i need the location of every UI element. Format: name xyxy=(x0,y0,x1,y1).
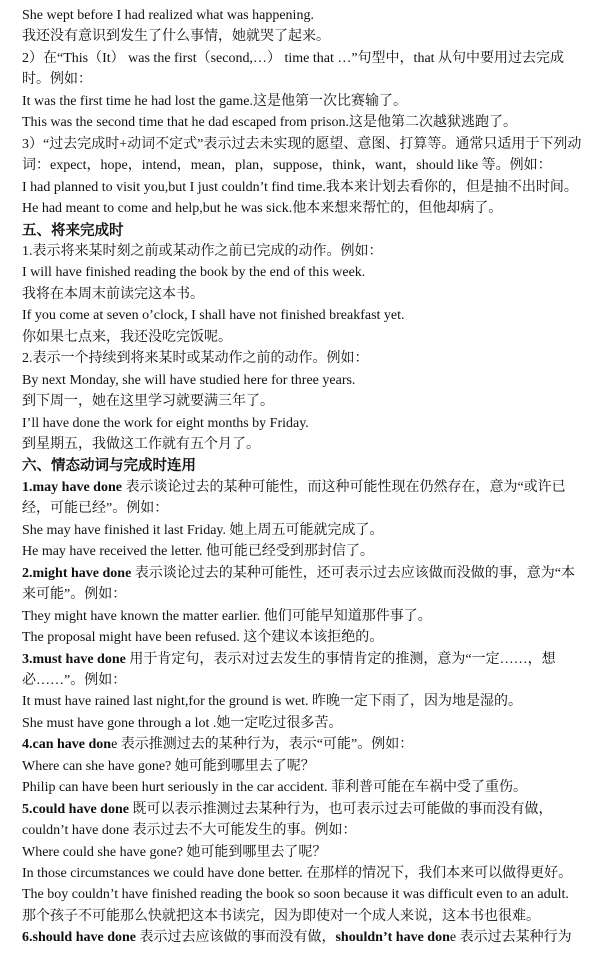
bold-term: 2.might have done xyxy=(22,565,132,581)
line-text: I had planned to visit you,but I just couldn’t find time.我本来计划去看你的，但是抽不出时间。 xyxy=(22,179,578,195)
text-line xyxy=(22,392,602,412)
line-text: 来可能”。例如： xyxy=(22,587,127,603)
text-line xyxy=(22,757,602,777)
text-line xyxy=(22,6,602,26)
line-text: 词：expect，hope，intend，mean，plan，suppose，think，want，should like 等。例如： xyxy=(22,158,552,174)
text-line xyxy=(22,843,602,863)
line-text: This was the second time that he dad escaped from prison.这是他第二次越狱逃跑了。 xyxy=(22,115,517,131)
text-line xyxy=(22,521,602,541)
text-line xyxy=(22,306,602,326)
section-heading xyxy=(22,221,602,241)
line-text: e 表示过去某种行为 xyxy=(449,930,572,946)
line-text: By next Monday, she will have studied here for three years. xyxy=(22,372,356,388)
line-text: 到下周一，她在这里学习就要满三年了。 xyxy=(22,394,274,410)
text-line xyxy=(22,27,602,47)
line-text: 经，可能已经”。例如： xyxy=(22,501,169,517)
bold-term: 6.should have done xyxy=(22,930,136,946)
line-text: 2.表示一个持续到将来某时或某动作之前的动作。例如： xyxy=(22,351,369,367)
line-text: Philip can have been hurt seriously in the car accident. 菲利普可能在车祸中受了重伤。 xyxy=(22,780,528,796)
text-line xyxy=(22,92,602,112)
line-text: 既可以表示推测过去某种行为，也可表示过去可能做的事而没有做， xyxy=(128,801,553,817)
text-line xyxy=(22,885,602,905)
text-line xyxy=(22,650,602,670)
line-text: 必……”。例如： xyxy=(22,672,127,688)
text-line xyxy=(22,113,602,133)
text-line xyxy=(22,564,602,584)
line-text: It was the first time he had lost the game.这是他第一次比赛输了。 xyxy=(22,93,407,109)
line-text: 六、情态动词与完成时连用 xyxy=(22,458,196,475)
line-text: 你如果七点来，我还没吃完饭呢。 xyxy=(22,329,232,345)
line-text: 1.表示将来某时刻之前或某动作之前已完成的动作。例如： xyxy=(22,243,383,259)
text-line xyxy=(22,671,602,691)
line-text: 时。例如： xyxy=(22,72,92,88)
bold-term: 5.could have done xyxy=(22,801,129,817)
text-line xyxy=(22,907,602,927)
line-text: 五、将来完成时 xyxy=(22,222,124,239)
line-text: If you come at seven o’clock, I shall have not finished breakfast yet. xyxy=(22,308,405,324)
bold-term: shouldn’t have don xyxy=(335,930,450,946)
text-line xyxy=(22,70,602,90)
text-line xyxy=(22,242,602,262)
text-line xyxy=(22,328,602,348)
text-line xyxy=(22,864,602,884)
text-line xyxy=(22,435,602,455)
line-text: I will have finished reading the book by the end of this week. xyxy=(22,265,366,281)
line-text: The proposal might have been refused. 这个建议本该拒绝的。 xyxy=(22,630,384,646)
text-line xyxy=(22,178,602,198)
bold-term: 4.can have don xyxy=(22,737,112,753)
text-line xyxy=(22,414,602,434)
line-text: I’ll have done the work for eight months by Friday. xyxy=(22,415,309,431)
text-line xyxy=(22,821,602,841)
line-text: Where could she have gone? 她可能到哪里去了呢？ xyxy=(22,844,327,860)
section-heading xyxy=(22,456,602,476)
line-text: He had meant to come and help,but he was sick.他本来想来帮忙的，但他却病了。 xyxy=(22,201,503,217)
line-text: The boy couldn’t have finished reading the book so soon because it was difficult even to an adult. xyxy=(22,887,569,903)
text-line xyxy=(22,263,602,283)
line-text: It must have rained last night,for the ground is wet. 昨晚一定下雨了，因为地是湿的。 xyxy=(22,694,523,710)
text-line xyxy=(22,156,602,176)
text-line xyxy=(22,928,602,948)
text-line xyxy=(22,607,602,627)
line-text: She may have finished it last Friday. 她上周五可能就完成了。 xyxy=(22,522,384,538)
text-line xyxy=(22,778,602,798)
line-text: Where can she have gone? 她可能到哪里去了呢？ xyxy=(22,758,315,774)
line-text: e 表示推测过去的某种行为，表示“可能”。例如： xyxy=(111,737,414,753)
line-text: couldn’t have done 表示过去不大可能发生的事。例如： xyxy=(22,823,357,839)
text-line xyxy=(22,714,602,734)
line-text: In those circumstances we could have done better. 在那样的情况下，我们本来可以做得更好。 xyxy=(22,866,573,881)
line-text: She wept before I had realized what was happening. xyxy=(22,8,314,23)
text-line xyxy=(22,285,602,305)
line-text: He may have received the letter. 他可能已经受到那封信了。 xyxy=(22,544,374,560)
text-line xyxy=(22,692,602,712)
line-text: 3）“过去完成时+动词不定式”表示过去未实现的愿望、意图、打算等。通常只适用于下列动 xyxy=(22,136,582,152)
line-text: They might have known the matter earlier. 他们可能早知道那件事了。 xyxy=(22,608,432,624)
text-line xyxy=(22,199,602,219)
text-line xyxy=(22,349,602,369)
line-text: 表示谈论过去的某种可能性，而这种可能性现在仍然存在，意为“或许已 xyxy=(121,479,566,495)
line-text: 表示过去应该做的事而没有做， xyxy=(135,930,336,946)
text-line xyxy=(22,800,602,820)
line-text: 那个孩子不可能那么快就把这本书读完，因为即使对一个成人来说，这本书也很难。 xyxy=(22,908,540,924)
text-line xyxy=(22,735,602,755)
line-text: 2）在“This（It） was the first（second,…） time that …”句型中，that 从句中要用过去完成 xyxy=(22,50,565,66)
text-line xyxy=(22,585,602,605)
bold-term: 1.may have done xyxy=(22,479,122,495)
line-text: 我将在本周末前读完这本书。 xyxy=(22,286,204,302)
text-line xyxy=(22,371,602,391)
line-text: 用于肯定句，表示对过去发生的事情肯定的推测，意为“一定……，想 xyxy=(125,651,556,667)
text-line xyxy=(22,628,602,648)
text-line xyxy=(22,478,602,498)
line-text: She must have gone through a lot .她一定吃过很多苦。 xyxy=(22,715,343,731)
bold-term: 3.must have done xyxy=(22,651,126,667)
line-text: 到星期五，我做这工作就有五个月了。 xyxy=(22,437,260,452)
line-text: 我还没有意识到发生了什么事情，她就哭了起来。 xyxy=(22,29,330,45)
text-line xyxy=(22,499,602,519)
text-line xyxy=(22,135,602,155)
line-text: 表示谈论过去的某种可能性，还可表示过去应该做而没做的事，意为“本 xyxy=(131,565,576,581)
text-line xyxy=(22,542,602,562)
text-line xyxy=(22,49,602,69)
